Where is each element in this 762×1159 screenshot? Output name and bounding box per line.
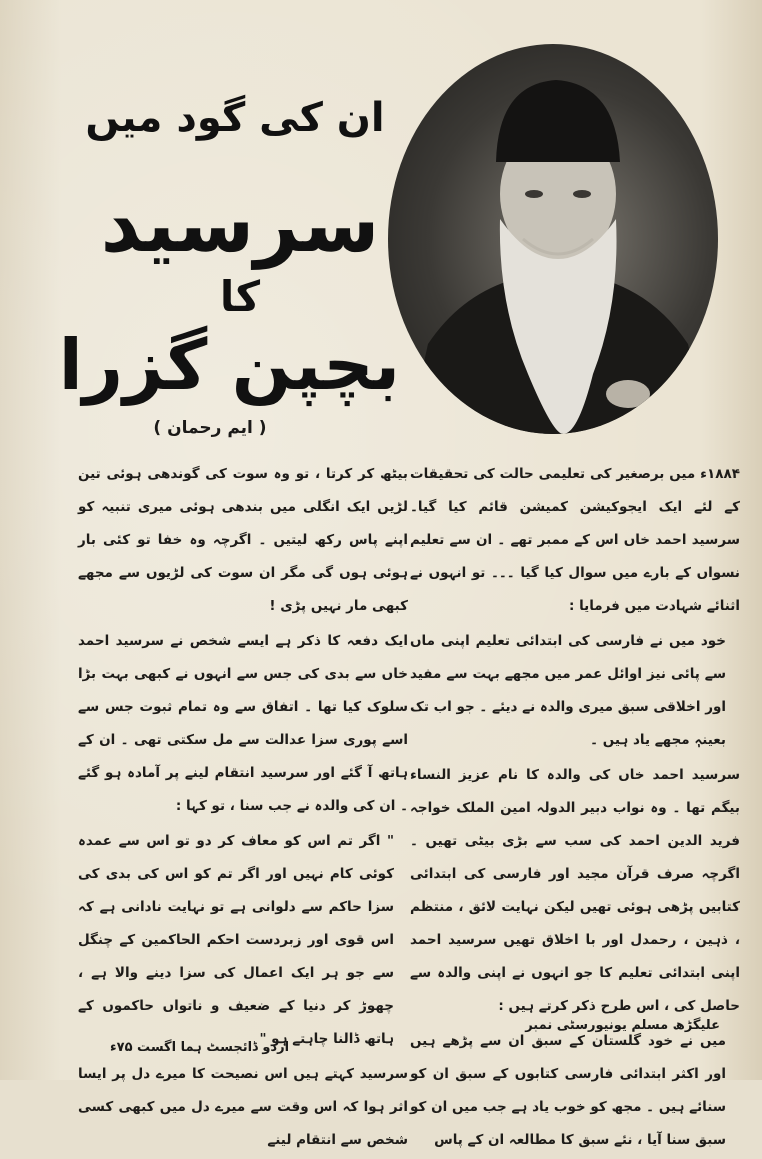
paragraph: ۱۸۸۴ء میں برصغیر کی تعلیمی حالت کی تحقیقات کے لئے ایک ایجوکیشن کمیشن قائم کیا گیا۔ سرسید احمد خاں اس کے ممبر تھے ۔ ان سے تعلیم نسواں کے بارے میں سوال کیا گیا ۔۔۔ تو انہوں نے اثنائے شہادت میں فرمایا : [410, 466, 740, 614]
paragraph: " اگر تم اس کو معاف کر دو تو اس سے عمدہ کوئی کام نہیں اور اگر تم کو اس کی بدی کی سزا حاکم سے دلوانی ہے تو نہایت نادانی ہے کہ اس قوی اور زبردست احکم الحاکمین کے چنگل سے جو ہر ایک اعمال کی سزا دینے والا ہے ، چھوڑ کر دنیا کے ضعیف و ناتواں حاکموں کے ہاتھ ڈالنا چاہتے ہو " [78, 833, 394, 1047]
footer-publication: اردو ڈائجسٹ ہما اگست ۷۵ء [110, 1040, 290, 1055]
paragraph: ایک دفعہ کا ذکر ہے ایسے شخص نے سرسید احمد خاں سے بدی کی جس سے انہوں نے کبھی بہت بڑا سلوک کیا تھا ۔ اتفاق سے وہ تمام ثبوت جس سے اسے پوری سزا عدالت سے مل سکتی تھی ۔ ان کے ہاتھ آ گئے اور سرسید انتقام لینے پر آمادہ ہو گئے ۔ ان کی والدہ نے جب سنا ، تو کہا : [78, 633, 408, 814]
paragraph: میں نے خود گلستان کے سبق ان سے پڑھے ہیں اور اکثر ابتدائی فارسی کتابوں کے سبق ان کو سنائے ہیں ۔ مجھ کو خوب یاد ہے جب میں ان کو سبق سنا آیا ، نئے سبق کا مطالعہ ان کے پاس [410, 1033, 726, 1148]
paragraph: خود میں نے فارسی کی ابتدائی تعلیم اپنی ماں سے پائی نیز اوائل عمر میں مجھے بہت سے مفید اور اخلاقی سبق میری والدہ نے دیئے ۔ جو اب تک بعینہٖ مجھے یاد ہیں ۔ [410, 633, 726, 748]
portrait-illustration [388, 44, 718, 434]
title-line-4: بچپن گزرا [58, 324, 400, 406]
paragraph: سرسید احمد خاں کی والدہ کا نام عزیز النساء بیگم تھا ۔ وہ نواب دبیر الدولہ امین الملک خواجہ فرید الدین احمد کی سب سے بڑی بیٹی تھیں ۔ اگرچہ صرف قرآن مجید اور فارسی کی ابتدائی کتابیں پڑھی ہوئی تھیں لیکن نہایت لائق ، منتظم ، ذہین ، رحمدل اور با اخلاق تھیں سرسید احمد اپنی ابتدائی تعلیم کا جو انہوں نے اپنی والدہ سے حاصل کی ، اس طرح ذکر کرتے ہیں : [410, 767, 740, 1014]
author-byline: ( ایم رحمان ) [153, 418, 267, 438]
title-line-1: ان کی گود میں [85, 95, 385, 141]
portrait-photo [388, 44, 718, 434]
article-column-right [410, 458, 740, 1159]
footer-issue: علیگڑھ مسلم یونیورسٹی نمبر [525, 1018, 720, 1033]
paragraph: بیٹھ کر کرتا ، تو وہ سوت کی گوندھی ہوئی تین لڑیں ایک انگلی میں بندھی ہوئی میری تنبیہ کو اپنے پاس رکھ لیتیں ۔ اگرچہ وہ خفا تو کئی بار ہوئی ہوں گی مگر ان سوت کی لڑیوں سے مجھے کبھی مار نہیں پڑی ! [78, 466, 408, 614]
paragraph: سرسید کہتے ہیں اس نصیحت کا میرے دل پر ایسا اثر ہوا کہ اس وقت سے میرے دل میں کبھی کسی شخص سے انتقام لینے [78, 1066, 408, 1148]
title-line-2: سرسید [100, 180, 380, 270]
title-line-3: کا [219, 272, 261, 321]
